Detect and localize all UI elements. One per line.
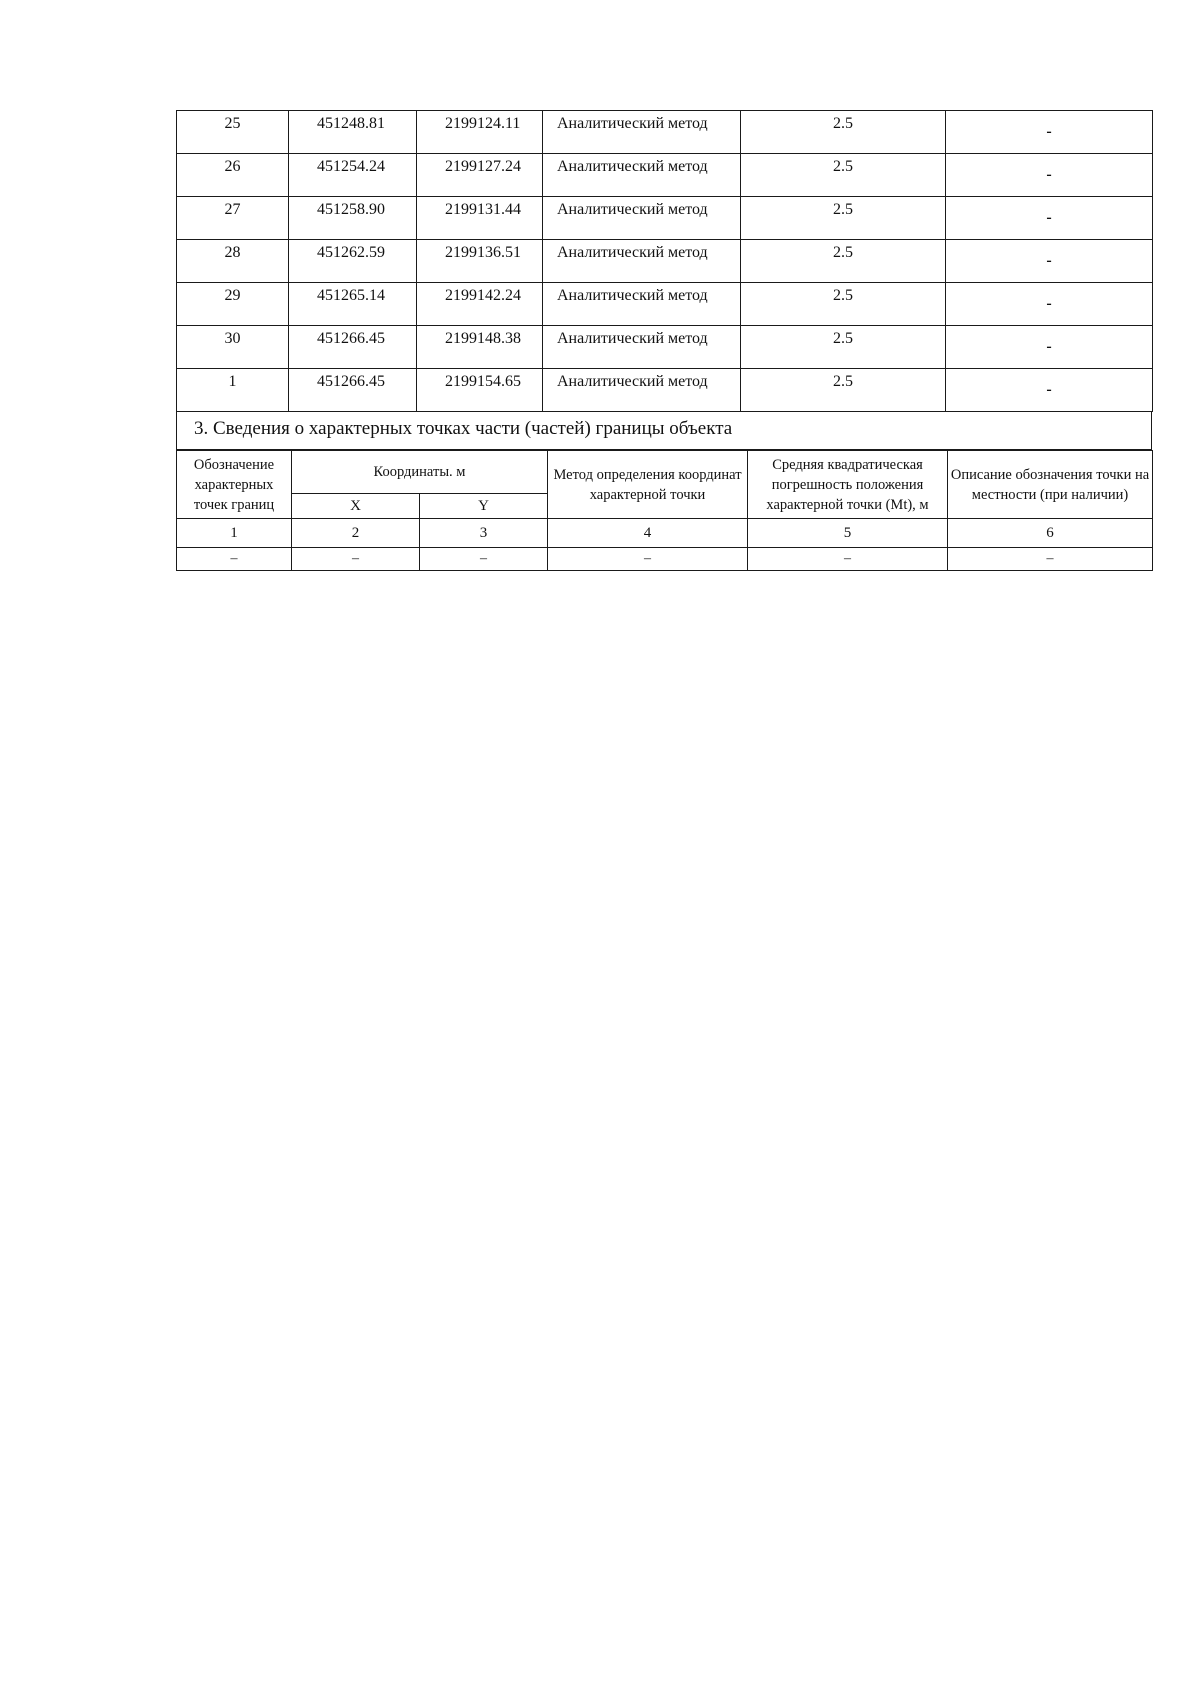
empty-cell: – [177, 548, 292, 571]
point-number-cell: 26 [177, 154, 289, 197]
table-row [177, 111, 1153, 154]
x-coordinate-cell: 451258.90 [289, 197, 417, 240]
y-coordinate-cell: 2199131.44 [417, 197, 543, 240]
point-number-cell: 29 [177, 283, 289, 326]
section-3-title: 3. Сведения о характерных точках части (частей) границы объекта [176, 412, 1152, 450]
empty-data-row [177, 548, 1153, 571]
column-number: 5 [748, 519, 948, 548]
empty-cell: – [292, 548, 420, 571]
table-row [177, 326, 1153, 369]
description-cell: - [946, 111, 1153, 154]
point-number-cell: 1 [177, 369, 289, 412]
point-number-cell: 25 [177, 111, 289, 154]
column-number: 6 [948, 519, 1153, 548]
accuracy-cell: 2.5 [741, 283, 946, 326]
table-row [177, 240, 1153, 283]
table-row [177, 154, 1153, 197]
header-description: Описание обозначения точки на местности (при наличии) [948, 451, 1153, 519]
description-cell: - [946, 326, 1153, 369]
description-cell: - [946, 240, 1153, 283]
method-cell: Аналитический метод [543, 111, 741, 154]
accuracy-cell: 2.5 [741, 369, 946, 412]
description-cell: - [946, 369, 1153, 412]
x-coordinate-cell: 451262.59 [289, 240, 417, 283]
header-x: X [292, 494, 420, 519]
table-row [177, 283, 1153, 326]
method-cell: Аналитический метод [543, 326, 741, 369]
x-coordinate-cell: 451266.45 [289, 369, 417, 412]
table-row [177, 197, 1153, 240]
document-sheet [176, 110, 1152, 571]
description-cell: - [946, 197, 1153, 240]
point-number-cell: 27 [177, 197, 289, 240]
x-coordinate-cell: 451254.24 [289, 154, 417, 197]
point-number-cell: 30 [177, 326, 289, 369]
points-table-body [177, 111, 1153, 412]
header-y: Y [420, 494, 548, 519]
column-number: 2 [292, 519, 420, 548]
section-3-table [176, 450, 1153, 571]
x-coordinate-cell: 451248.81 [289, 111, 417, 154]
y-coordinate-cell: 2199154.65 [417, 369, 543, 412]
column-number-row [177, 519, 1153, 548]
accuracy-cell: 2.5 [741, 326, 946, 369]
empty-cell: – [948, 548, 1153, 571]
table-row [177, 369, 1153, 412]
column-number: 3 [420, 519, 548, 548]
method-cell: Аналитический метод [543, 197, 741, 240]
empty-cell: – [420, 548, 548, 571]
description-cell: - [946, 283, 1153, 326]
method-cell: Аналитический метод [543, 154, 741, 197]
header-method: Метод определения координат характерной точки [548, 451, 748, 519]
header-accuracy: Средняя квадратическая погрешность положения характерной точки (Mt), м [748, 451, 948, 519]
y-coordinate-cell: 2199136.51 [417, 240, 543, 283]
point-number-cell: 28 [177, 240, 289, 283]
method-cell: Аналитический метод [543, 240, 741, 283]
column-number: 4 [548, 519, 748, 548]
empty-cell: – [548, 548, 748, 571]
y-coordinate-cell: 2199124.11 [417, 111, 543, 154]
accuracy-cell: 2.5 [741, 111, 946, 154]
header-designation: Обозначение характерных точек границ [177, 451, 292, 519]
x-coordinate-cell: 451265.14 [289, 283, 417, 326]
method-cell: Аналитический метод [543, 369, 741, 412]
y-coordinate-cell: 2199127.24 [417, 154, 543, 197]
accuracy-cell: 2.5 [741, 154, 946, 197]
points-table [176, 110, 1153, 412]
header-coordinates: Координаты. м [292, 451, 548, 494]
y-coordinate-cell: 2199142.24 [417, 283, 543, 326]
accuracy-cell: 2.5 [741, 240, 946, 283]
accuracy-cell: 2.5 [741, 197, 946, 240]
x-coordinate-cell: 451266.45 [289, 326, 417, 369]
y-coordinate-cell: 2199148.38 [417, 326, 543, 369]
description-cell: - [946, 154, 1153, 197]
column-number: 1 [177, 519, 292, 548]
empty-cell: – [748, 548, 948, 571]
method-cell: Аналитический метод [543, 283, 741, 326]
